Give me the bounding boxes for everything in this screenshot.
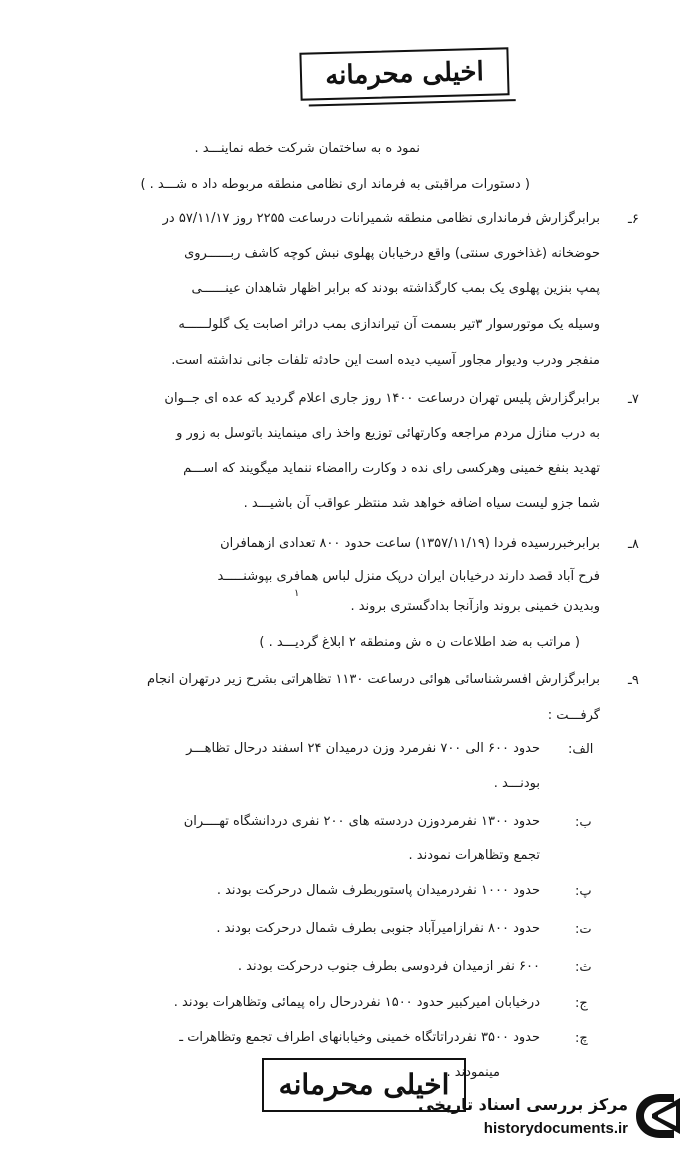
doc-line: تجمع وتظاهرات نمودند . — [408, 848, 540, 863]
sub-item-label: ث: — [575, 960, 592, 975]
doc-line: حدود ۳۵۰۰ نفردراتاتگاه خمینی وخیابانهای اطراف تجمع وتظاهرات ـ — [179, 1030, 540, 1045]
doc-line: به درب منازل مردم مراجعه وکارتهائی توزیع واخذ رای مینمایند باتوسل به زور و — [176, 426, 600, 441]
watermark-url: historydocuments.ir — [483, 1120, 628, 1137]
doc-line: حدود ۱۰۰۰ نفردرمیدان پاستوربطرف شمال درحرکت بودند . — [216, 883, 540, 898]
item-number: ۹ـ — [628, 673, 639, 688]
doc-line: برابرگزارش پلیس تهران درساعت ۱۴۰۰ روز جاری اعلام گردید که عده ای جــوان — [164, 391, 600, 406]
doc-line: منفجر ودرب ودیوار مجاور آسیب دیده است این حادثه تلفات جانی نداشته است. — [171, 353, 600, 368]
margin-mark: ۱ — [294, 588, 300, 599]
doc-line: نمود ه به ساختمان شرکت خطه نماینـــد . — [194, 141, 420, 156]
sub-item-label: ج: — [575, 996, 588, 1011]
sub-item-label: ب: — [575, 815, 592, 830]
doc-line: وسیله یک موتورسوار ۳تیر بسمت آن تیراندازی بمب دراثر اصابت یک گلولــــــه — [178, 317, 600, 332]
doc-line: مینمودند . — [446, 1065, 500, 1080]
item-number: ۶ـ — [628, 212, 639, 227]
doc-line: وبدیدن خمینی بروند وازآنجا بدادگستری بروند . — [350, 599, 600, 614]
doc-line: برابرگزارش افسرشناسائی هوائی درساعت ۱۱۳۰ تظاهراتی بشرح زیر درتهران انجام — [146, 672, 600, 687]
watermark-name: مرکز بررسی اسناد تاریخی — [418, 1095, 628, 1114]
doc-line: شما جزو لیست سیاه اضافه خواهد شد منتظر عواقب آن باشیـــد . — [243, 496, 600, 511]
classification-stamp-top: اخیلی محرمانه — [299, 47, 509, 100]
sub-item-label: پ: — [575, 884, 592, 899]
doc-line: برابرگزارش فرمانداری نظامی منطقه شمیرانات درساعت ۲۲۵۵ روز ۵۷/۱۱/۱۷ در — [162, 211, 600, 226]
archive-logo-icon — [630, 1088, 686, 1144]
doc-line: ( دستورات مراقبتی به فرماند اری نظامی منطقه مربوطه داد ه شـــد . ) — [140, 177, 530, 192]
doc-line: حوضخانه (غذاخوری سنتی) واقع درخیابان پهلوی نبش کوچه کاشف ربــــــروی — [184, 246, 600, 261]
doc-line: حدود ۱۳۰۰ نفرمردوزن دردسته های ۲۰۰ نفری دردانشگاه تهــــران — [183, 814, 540, 829]
doc-line: حدود ۶۰۰ الی ۷۰۰ نفرمرد وزن درمیدان ۲۴ اسفند درحال تظاهـــر — [186, 741, 540, 756]
doc-line: برابرخبررسیده فردا (۱۳۵۷/۱۱/۱۹) ساعت حدود ۸۰۰ تعدادی ازهمافران — [220, 536, 600, 551]
sub-item-label: الف: — [568, 742, 594, 757]
item-number: ۸ـ — [628, 537, 639, 552]
classification-stamp-bottom: اخیلی محرمانه — [262, 1058, 466, 1112]
doc-line: گرفـــت : — [547, 708, 600, 723]
doc-line: بودنـــد . — [493, 776, 540, 791]
doc-line: پمپ بنزین پهلوی یک بمب کارگذاشته بودند که برابر اظهار شاهدان عینــــــی — [191, 281, 600, 296]
sub-item-label: چ: — [575, 1031, 588, 1046]
doc-line: درخیابان امیرکبیر حدود ۱۵۰۰ نفردرحال راه پیمائی وتظاهرات بودند . — [173, 995, 540, 1010]
doc-line: ۶۰۰ نفر ازمیدان فردوسی بطرف جنوب درحرکت بودند . — [237, 959, 540, 974]
doc-line: فرح آباد قصد دارند درخیابان ایران درپک منزل لباس همافری بپوشنـــــد — [217, 569, 600, 584]
doc-line: ( مراتب به ضد اطلاعات ن ه ش ومنطقه ۲ ابلاغ گردیـــد . ) — [259, 635, 580, 650]
doc-line: حدود ۸۰۰ نفرازامیرآباد جنوبی بطرف شمال درحرکت بودند . — [216, 921, 540, 936]
item-number: ۷ـ — [628, 392, 639, 407]
doc-line: تهدید بنفع خمینی وهرکسی رای نده د وکارت راامضاء ننماید میگویند که اســـم — [183, 461, 600, 476]
sub-item-label: ت: — [575, 922, 592, 937]
